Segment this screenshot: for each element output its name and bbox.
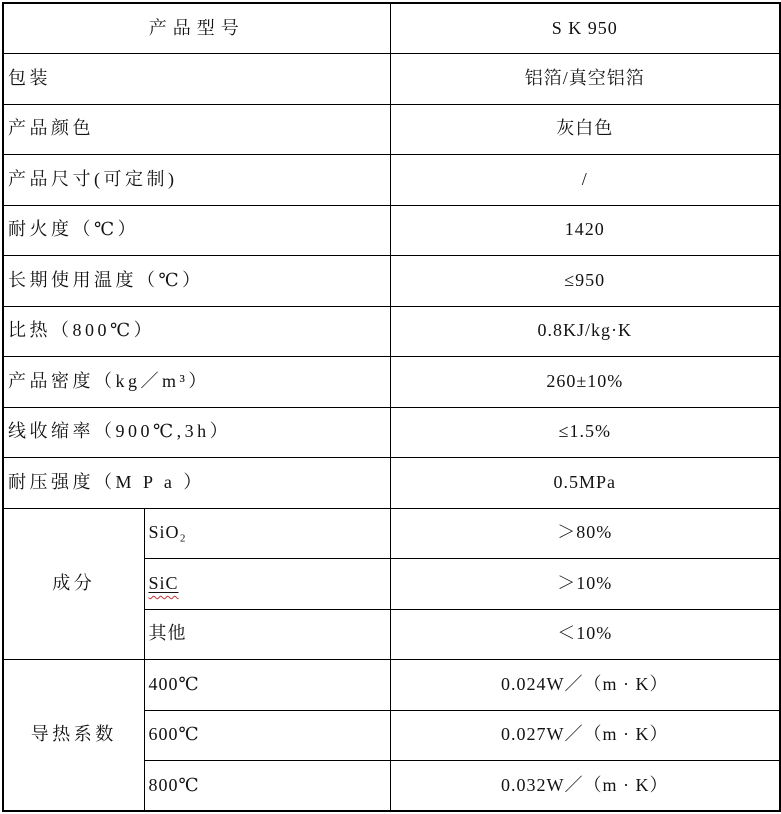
compressive-strength-value: 0.5MPa <box>390 458 780 509</box>
packaging-value: 铝箔/真空铝箔 <box>390 54 780 105</box>
specific-heat-value: 0.8KJ/kg·K <box>390 306 780 357</box>
specific-heat-label: 比热（800℃） <box>3 306 390 357</box>
table-row-shrinkage <box>3 407 780 458</box>
table-row-compressive-strength <box>3 458 780 509</box>
composition-sic-text: SiC <box>148 572 179 593</box>
conductivity-400-value: 0.024W／（m · K） <box>390 660 780 711</box>
size-value: / <box>390 155 780 206</box>
composition-sic-label <box>144 559 390 610</box>
conductivity-800-value: 0.032W／（m · K） <box>390 761 780 812</box>
composition-sio2-label: SiO₂ <box>144 508 390 559</box>
table-row-packaging <box>3 54 780 105</box>
table-row-model <box>3 3 780 54</box>
table-row-refractoriness <box>3 205 780 256</box>
composition-sio2-value: ＞80% <box>390 508 780 559</box>
composition-other-label: 其他 <box>144 609 390 660</box>
size-label: 产品尺寸(可定制) <box>3 155 390 206</box>
conductivity-group-label: 导热系数 <box>3 660 144 812</box>
table-row-size <box>3 155 780 206</box>
composition-group-label: 成分 <box>3 508 144 660</box>
shrinkage-label: 线收缩率（900℃,3h） <box>3 407 390 458</box>
service-temp-label: 长期使用温度（℃） <box>3 256 390 307</box>
conductivity-600-label: 600℃ <box>144 710 390 761</box>
conductivity-600-value: 0.027W／（m · K） <box>390 710 780 761</box>
conductivity-400-label: 400℃ <box>144 660 390 711</box>
color-label: 产品颜色 <box>3 104 390 155</box>
refractoriness-value: 1420 <box>390 205 780 256</box>
density-label: 产品密度（kg／m³） <box>3 357 390 408</box>
table-row-composition-sio2 <box>3 508 780 559</box>
shrinkage-value: ≤1.5% <box>390 407 780 458</box>
service-temp-value: ≤950 <box>390 256 780 307</box>
table-row-color <box>3 104 780 155</box>
color-value: 灰白色 <box>390 104 780 155</box>
refractoriness-label: 耐火度（℃） <box>3 205 390 256</box>
spellcheck-squiggle <box>149 573 179 593</box>
model-label: 产品型号 <box>3 3 390 54</box>
table-row-conductivity-400 <box>3 660 780 711</box>
table-row-service-temp <box>3 256 780 307</box>
table-row-specific-heat <box>3 306 780 357</box>
model-value: S K 950 <box>390 3 780 54</box>
compressive-strength-label: 耐压强度（M P a ） <box>3 458 390 509</box>
density-value: 260±10% <box>390 357 780 408</box>
product-spec-table <box>2 2 781 812</box>
composition-other-value: ＜10% <box>390 609 780 660</box>
packaging-label: 包装 <box>3 54 390 105</box>
conductivity-800-label: 800℃ <box>144 761 390 812</box>
table-row-density <box>3 357 780 408</box>
composition-sic-value: ＞10% <box>390 559 780 610</box>
